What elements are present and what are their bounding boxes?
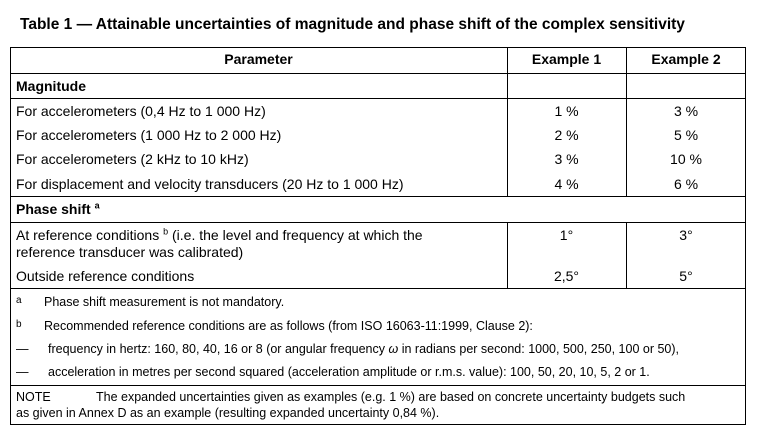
footnote-marker: b xyxy=(163,226,169,237)
table-cell-ex1: 1° xyxy=(559,227,574,243)
header-parameter: Parameter xyxy=(224,51,293,67)
footnote-text: acceleration in metres per second squared (acceleration amplitude or r.m.s. value): 100, 50, 20, 10, 5, 2 or 1. xyxy=(48,365,650,379)
rule xyxy=(10,98,746,99)
note-label: NOTE xyxy=(16,390,51,404)
table-row-param: For accelerometers (2 kHz to 10 kHz) xyxy=(16,151,249,167)
table-cell-ex2: 5° xyxy=(679,268,693,284)
note-text: as given in Annex D as an example (resulting expanded uncertainty 0,84 %). xyxy=(16,406,440,420)
section-phase-shift-label: Phase shift xyxy=(16,201,91,217)
rule xyxy=(10,288,746,289)
footnote-dash: — xyxy=(16,365,29,379)
footnote-text-part: frequency in hertz: 160, 80, 40, 16 or 8 (or angular frequency xyxy=(48,342,389,356)
omega-symbol: ω xyxy=(388,342,399,356)
footnote-text: Recommended reference conditions are as follows (from ISO 16063-11:1999, Clause 2): xyxy=(44,319,533,333)
header-rule xyxy=(10,73,746,74)
table-row-param xyxy=(16,227,423,244)
header-example-1: Example 1 xyxy=(531,51,602,67)
table-cell-ex1: 2,5° xyxy=(553,268,580,284)
table-cell-ex2: 3 % xyxy=(673,103,699,119)
table-cell-ex2: 10 % xyxy=(670,151,702,167)
rule xyxy=(10,222,746,223)
footnote-text-part: in radians per second: 1000, 500, 250, 100 or 50), xyxy=(398,342,679,356)
table-title: Table 1 — Attainable uncertainties of magnitude and phase shift of the complex sensitivity xyxy=(20,16,685,33)
table-row-param: For accelerometers (0,4 Hz to 1 000 Hz) xyxy=(16,103,266,119)
table-row-param: For displacement and velocity transducers (20 Hz to 1 000 Hz) xyxy=(16,176,404,192)
table-row-param: Outside reference conditions xyxy=(16,268,195,284)
footnote-text xyxy=(48,342,679,357)
footnote-mark: a xyxy=(16,295,22,306)
note-text: The expanded uncertainties given as examples (e.g. 1 %) are based on concrete uncertainty budgets such xyxy=(96,390,686,404)
table-cell-ex1: 2 % xyxy=(554,127,579,143)
table-cell-ex2: 5 % xyxy=(673,127,699,143)
header-example-2: Example 2 xyxy=(651,51,721,67)
param-text: (i.e. the level and frequency at which the xyxy=(168,227,423,243)
table-cell-ex1: 1 % xyxy=(554,103,579,119)
footnote-text: Phase shift measurement is not mandatory. xyxy=(44,295,285,309)
section-phase-shift xyxy=(16,201,100,218)
table-cell-ex2: 6 % xyxy=(673,176,699,192)
table-cell-ex1: 3 % xyxy=(554,151,579,167)
footnote-marker: a xyxy=(94,200,100,211)
footnote-mark: b xyxy=(16,319,22,330)
param-text: At reference conditions xyxy=(16,227,160,243)
table-cell-ex2: 3° xyxy=(679,227,693,243)
table-row-param-cont: reference transducer was calibrated) xyxy=(16,244,244,260)
section-magnitude: Magnitude xyxy=(16,78,86,94)
footnote-dash: — xyxy=(16,342,29,356)
table-row-param: For accelerometers (1 000 Hz to 2 000 Hz) xyxy=(16,127,282,143)
rule xyxy=(10,385,746,386)
table-cell-ex1: 4 % xyxy=(554,176,579,192)
rule xyxy=(10,196,746,197)
